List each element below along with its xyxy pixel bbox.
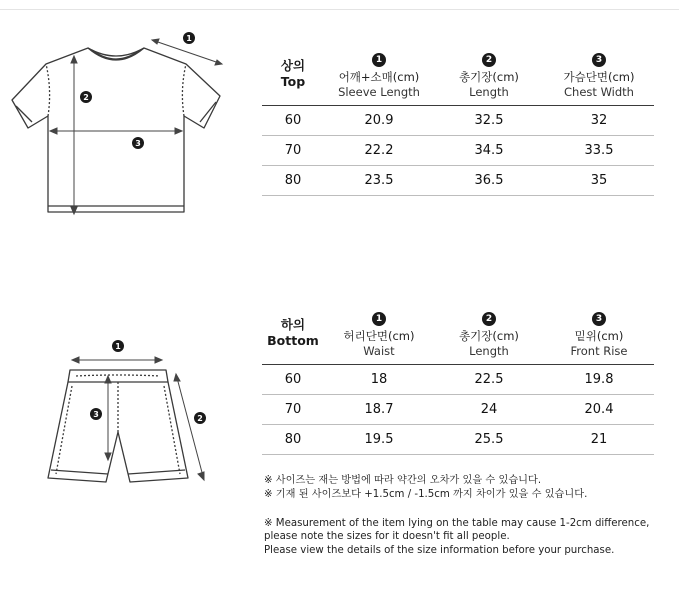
top-col-chest-kr: 가슴단면(cm) <box>563 70 635 85</box>
bottom-category-kr: 하의 <box>280 316 306 332</box>
bottom-col-length <box>434 298 544 364</box>
note-en-3: Please view the details of the size information before your purchase. <box>264 545 615 557</box>
size-notes <box>264 474 669 558</box>
shorts-marker-2 <box>194 412 206 424</box>
table-row <box>262 105 654 135</box>
tshirt-marker-2 <box>80 91 92 103</box>
top-col-sleeve-en: Sleeve Length <box>338 85 420 100</box>
size-label: 80 <box>262 424 324 454</box>
top-divider <box>0 9 679 10</box>
bottom-col-length-en: Length <box>469 344 509 359</box>
svg-text:3: 3 <box>93 410 99 419</box>
size-label: 70 <box>262 135 324 165</box>
bottom-col-rise <box>544 298 654 364</box>
top-table-header <box>262 39 654 105</box>
tshirt-marker-3 <box>132 137 144 149</box>
note-en-1: ※ Measurement of the item lying on the table may cause 1-2cm difference, <box>264 517 650 529</box>
bottom-col-waist <box>324 298 434 364</box>
bottom-col-rise-kr: 밑위(cm) <box>574 329 624 344</box>
chest-value: 33.5 <box>544 135 654 165</box>
length-value: 32.5 <box>434 105 544 135</box>
tshirt-marker-1 <box>183 32 195 44</box>
top-col-chest-en: Chest Width <box>564 85 634 100</box>
top-size-table <box>262 39 654 196</box>
top-col-length-kr: 총기장(cm) <box>459 70 519 85</box>
length-value: 22.5 <box>434 364 544 394</box>
rise-value: 19.8 <box>544 364 654 394</box>
shorts-marker-1 <box>112 340 124 352</box>
svg-text:1: 1 <box>186 34 192 43</box>
bottom-table-header <box>262 298 654 364</box>
bottom-col-rise-en: Front Rise <box>570 344 628 359</box>
svg-text:3: 3 <box>135 139 141 148</box>
sleeve-value: 23.5 <box>324 165 434 195</box>
svg-text:2: 2 <box>197 414 203 423</box>
note-kr-1: ※ 사이즈는 재는 방법에 따라 약간의 오차가 있을 수 있습니다. <box>264 475 542 486</box>
bottom-size-table <box>262 298 654 455</box>
top-category-en: Top <box>280 73 306 89</box>
length-value: 36.5 <box>434 165 544 195</box>
top-col-chest <box>544 39 654 105</box>
top-category-header <box>262 39 324 105</box>
sleeve-value: 22.2 <box>324 135 434 165</box>
top-category-kr: 상의 <box>280 57 306 73</box>
rise-value: 20.4 <box>544 394 654 424</box>
number-badge-2: 2 <box>482 312 496 326</box>
bottom-col-length-kr: 총기장(cm) <box>459 329 519 344</box>
top-col-length <box>434 39 544 105</box>
waist-value: 18 <box>324 364 434 394</box>
number-badge-3: 3 <box>592 53 606 67</box>
length-value: 34.5 <box>434 135 544 165</box>
top-col-length-en: Length <box>469 85 509 100</box>
bottom-col-waist-en: Waist <box>363 344 395 359</box>
bottom-category-en: Bottom <box>267 332 319 348</box>
svg-text:1: 1 <box>115 342 121 351</box>
note-en-2: please note the sizes for it doesn't fit all people. <box>264 531 510 543</box>
top-col-sleeve <box>324 39 434 105</box>
rise-value: 21 <box>544 424 654 454</box>
bottom-category-header <box>262 298 324 364</box>
chest-value: 32 <box>544 105 654 135</box>
waist-value: 19.5 <box>324 424 434 454</box>
shorts-marker-3 <box>90 408 102 420</box>
top-col-sleeve-kr: 어깨+소매(cm) <box>338 70 420 85</box>
table-row <box>262 135 654 165</box>
chest-value: 35 <box>544 165 654 195</box>
tshirt-diagram <box>8 30 233 225</box>
sleeve-value: 20.9 <box>324 105 434 135</box>
waist-value: 18.7 <box>324 394 434 424</box>
bottom-col-waist-kr: 허리단면(cm) <box>343 329 415 344</box>
number-badge-3: 3 <box>592 312 606 326</box>
table-row <box>262 424 654 454</box>
table-row <box>262 364 654 394</box>
length-value: 24 <box>434 394 544 424</box>
size-label: 60 <box>262 364 324 394</box>
shorts-diagram <box>42 336 217 486</box>
number-badge-2: 2 <box>482 53 496 67</box>
size-label: 60 <box>262 105 324 135</box>
note-kr-2: ※ 기재 된 사이즈보다 +1.5cm / -1.5cm 까지 차이가 있을 수 있습니다. <box>264 488 588 500</box>
size-label: 80 <box>262 165 324 195</box>
number-badge-1: 1 <box>372 312 386 326</box>
size-label: 70 <box>262 394 324 424</box>
number-badge-1: 1 <box>372 53 386 67</box>
svg-text:2: 2 <box>83 93 89 102</box>
table-row <box>262 394 654 424</box>
table-row <box>262 165 654 195</box>
length-value: 25.5 <box>434 424 544 454</box>
